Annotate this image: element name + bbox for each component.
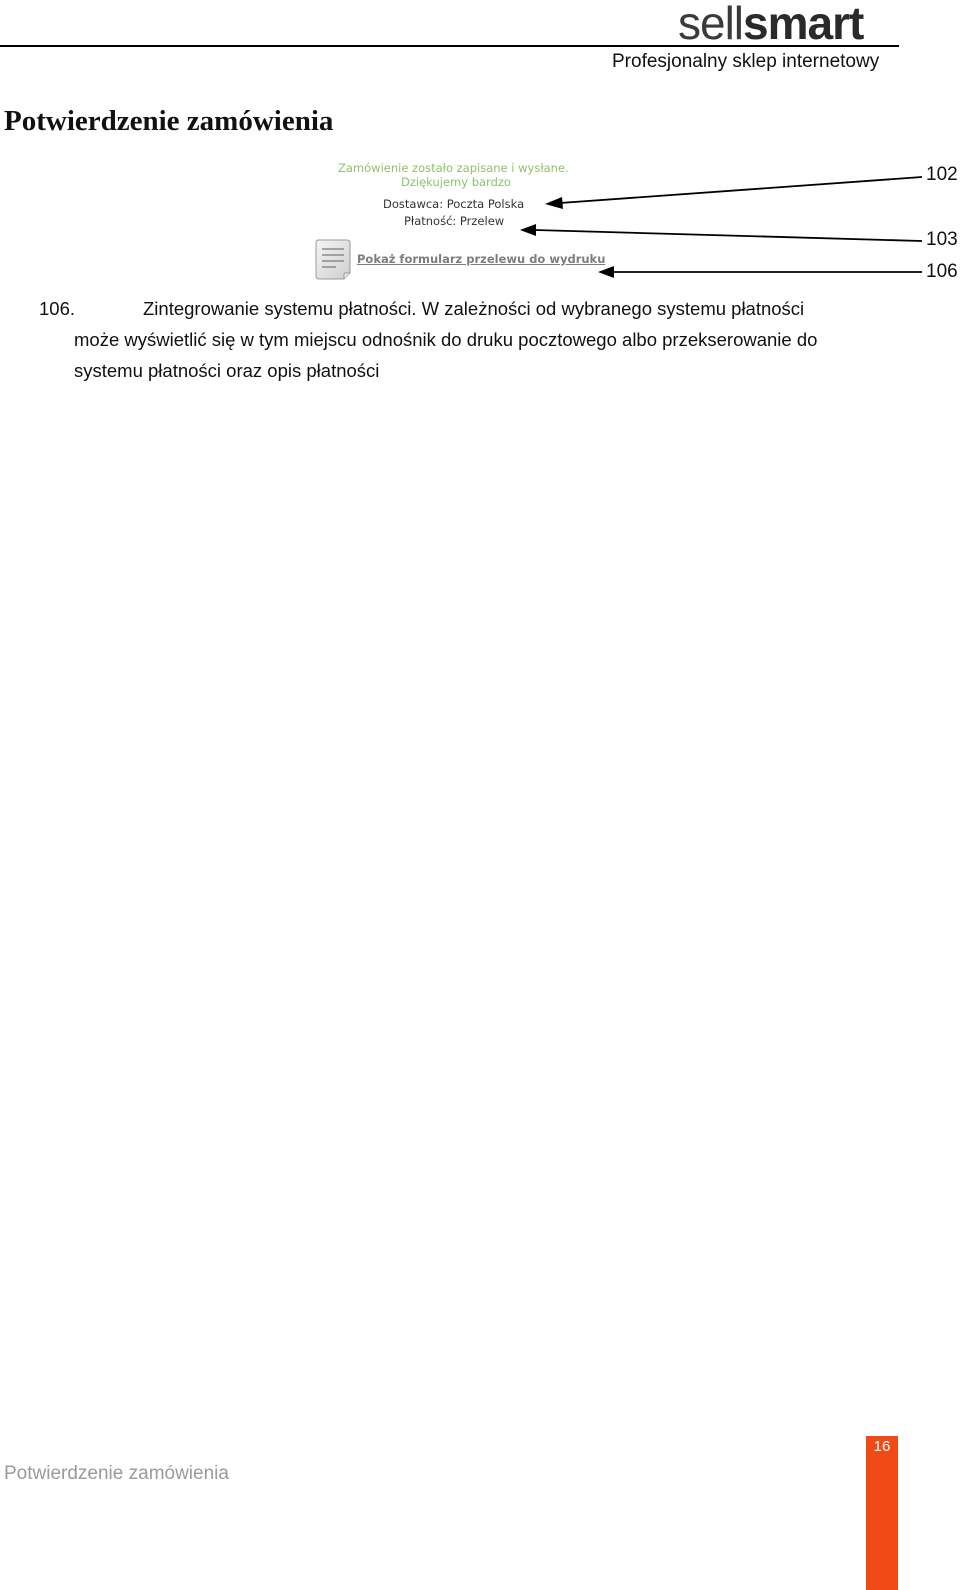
callout-number-106: 106 bbox=[926, 261, 958, 282]
callout-number-102: 102 bbox=[926, 164, 958, 185]
callout-arrow-103 bbox=[520, 224, 922, 241]
confirmation-message: Zamówienie zostało zapisane i wysłane. bbox=[338, 161, 569, 175]
page-title: Potwierdzenie zamówienia bbox=[4, 105, 334, 137]
footer-title: Potwierdzenie zamówienia bbox=[4, 1463, 229, 1484]
print-transfer-form-link[interactable]: Pokaż formularz przelewu do wydruku bbox=[357, 252, 606, 266]
item-number: 106. bbox=[39, 298, 76, 319]
item-description-line-3: systemu płatności oraz opis płatności bbox=[74, 360, 380, 381]
callout-arrows bbox=[0, 0, 960, 300]
page-number-bar bbox=[866, 1436, 898, 1590]
logo-light-part: sell bbox=[678, 0, 744, 49]
logo-bold-part: smart bbox=[743, 0, 864, 49]
payment-info: Płatność: Przelew bbox=[404, 214, 505, 228]
item-description-line-1: Zintegrowanie systemu płatności. W zależności od wybranego systemu płatności bbox=[143, 298, 805, 319]
delivery-info: Dostawca: Poczta Polska bbox=[383, 197, 525, 211]
callout-number-103: 103 bbox=[926, 229, 958, 250]
callout-arrow-102 bbox=[545, 177, 922, 209]
item-description-line-2: może wyświetlić się w tym miejscu odnośnik do druku pocztowego albo przekserowanie do bbox=[74, 329, 818, 350]
header-tagline: Profesjonalny sklep internetowy bbox=[612, 51, 880, 72]
page-number: 16 bbox=[873, 1438, 891, 1455]
callout-arrow-106 bbox=[598, 266, 922, 278]
thank-you-message: Dziękujemy bardzo bbox=[401, 175, 511, 189]
